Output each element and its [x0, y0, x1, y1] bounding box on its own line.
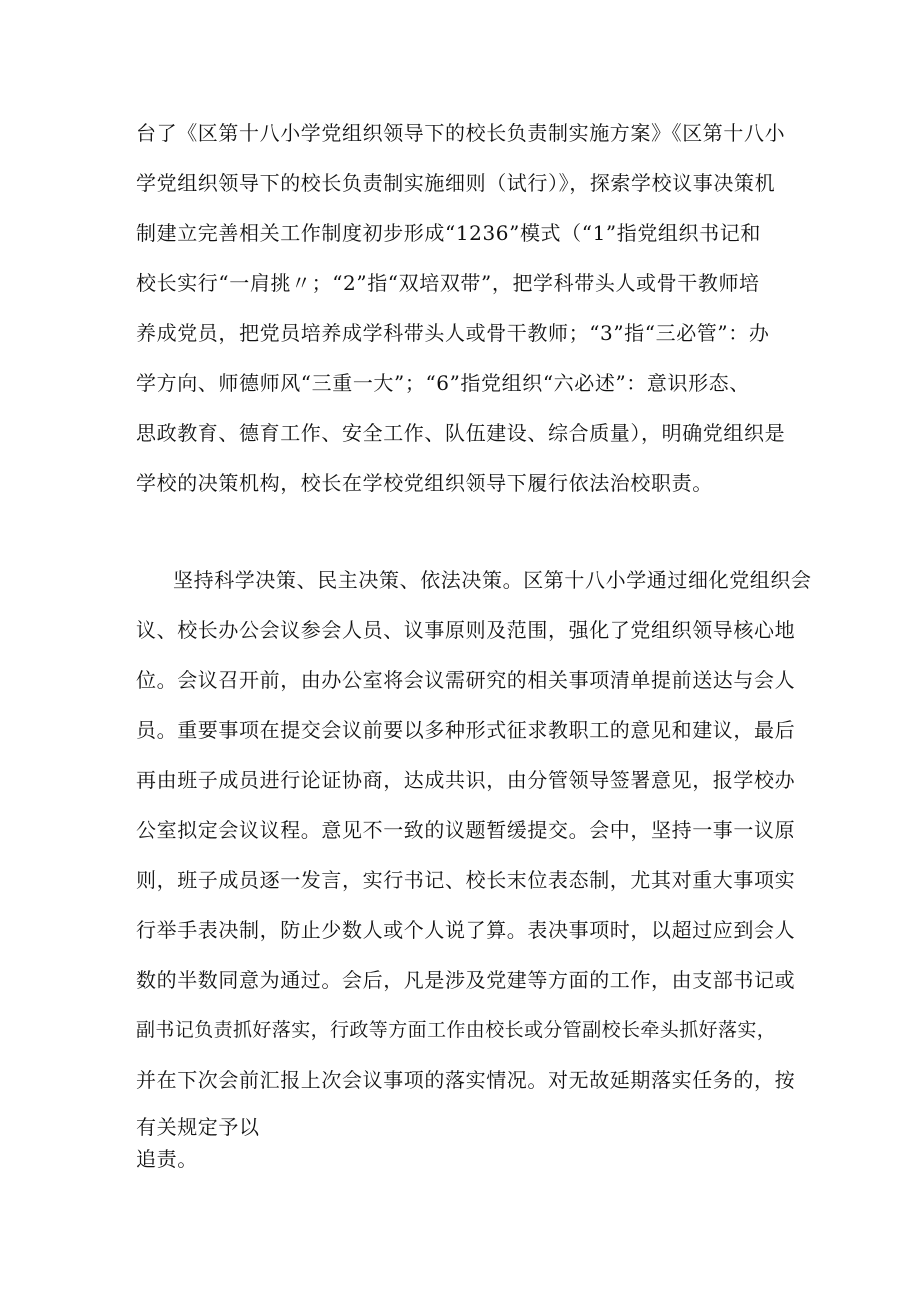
- paragraph-1-line-4: 校长实行“一肩挑〃；“2”指“双培双带”，把学科带头人或骨干教师培: [136, 271, 760, 295]
- paragraph-1-line-5: 养成党员，把党员培养成学科带头人或骨干教师；“3”指“三必管”：办: [136, 321, 770, 345]
- paragraph-2-line-9: 数的半数同意为通过。会后，凡是涉及党建等方面的工作，由支部书记或: [136, 968, 796, 992]
- paragraph-1-line-7: 思政教育、德育工作、安全工作、队伍建设、综合质量），明确党组织是: [136, 421, 786, 445]
- paragraph-2-line-5: 再由班子成员进行论证协商，达成共识，由分管领导签署意见，报学校办: [136, 768, 796, 792]
- paragraph-2-line-7: 则，班子成员逐一发言，实行书记、校长末位表态制，尤其对重大事项实: [136, 868, 796, 892]
- paragraph-1-line-6: 学方向、师德师风“三重一大”；“6”指党组织“六必述”：意识形态、: [136, 371, 750, 395]
- paragraph-2-line-13: 追责。: [136, 1147, 198, 1171]
- paragraph-2-line-12: 有关规定予以: [136, 1115, 260, 1139]
- paragraph-2-line-8: 行举手表决制，防止少数人或个人说了算。表决事项时，以超过应到会人: [136, 918, 796, 942]
- paragraph-1-line-3: 制建立完善相关工作制度初步形成“1236”模式（“1”指党组织书记和: [136, 221, 761, 245]
- paragraph-1-line-1: 台了《区第十八小学党组织领导下的校长负责制实施方案》《区第十八小: [136, 121, 786, 145]
- paragraph-2-line-3: 位。会议召开前，由办公室将会议需研究的相关事项清单提前送达与会人: [136, 668, 796, 692]
- paragraph-2-line-4: 员。重要事项在提交会议前要以多种形式征求教职工的意见和建议，最后: [136, 718, 796, 742]
- paragraph-1-line-2: 学党组织领导下的校长负责制实施细则（试行）》，探索学校议事决策机: [136, 171, 776, 195]
- paragraph-2-line-1: 坚持科学决策、民主决策、依法决策。区第十八小学通过细化党组织会: [173, 568, 812, 592]
- paragraph-2-line-11: 并在下次会前汇报上次会议事项的落实情况。对无故延期落实任务的，按: [136, 1068, 796, 1092]
- paragraph-1-line-8: 学校的决策机构，校长在学校党组织领导下履行依法治校职责。: [136, 471, 713, 495]
- paragraph-2-line-2: 议、校长办公会议参会人员、议事原则及范围，强化了党组织领导核心地: [136, 618, 796, 642]
- paragraph-2-line-10: 副书记负责抓好落实，行政等方面工作由校长或分管副校长牵头抓好落实，: [136, 1019, 777, 1041]
- paragraph-2-line-6: 公室拟定会议议程。意见不一致的议题暂缓提交。会中，坚持一事一议原: [136, 818, 796, 842]
